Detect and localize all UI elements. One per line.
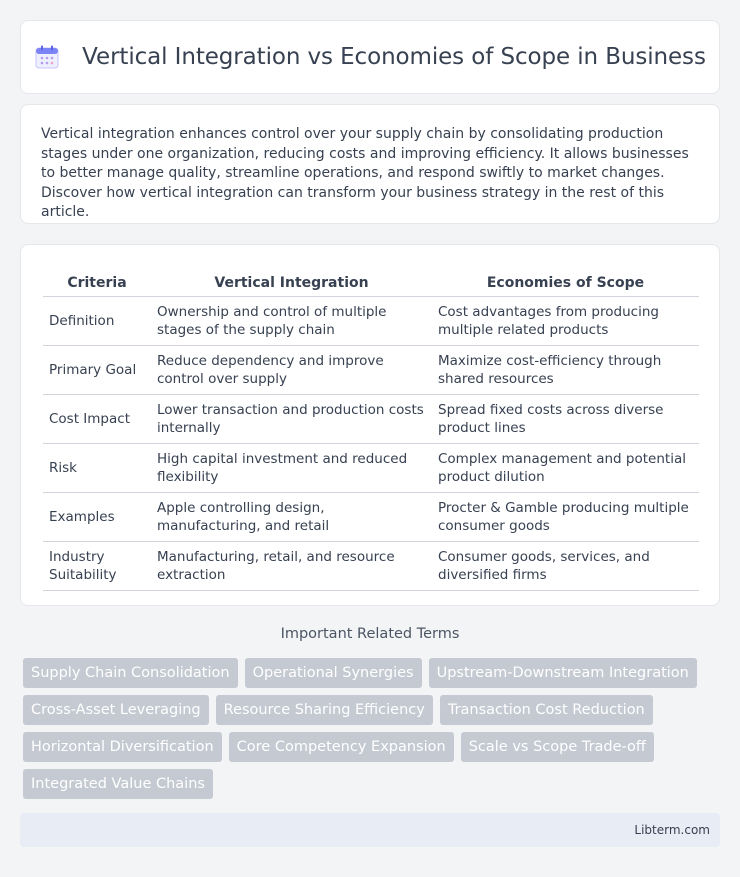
intro-card [20, 104, 720, 224]
row-vertical-integration: Reduce dependency and improve control over supply [151, 346, 432, 395]
table-row [43, 395, 699, 444]
row-criteria: Examples [43, 493, 151, 542]
related-terms-list [23, 658, 723, 799]
related-terms-title: Important Related Terms [280, 626, 460, 642]
related-term-tag[interactable]: Core Competency Expansion [229, 732, 454, 762]
row-economies-of-scope: Procter & Gamble producing multiple consumer goods [432, 493, 699, 542]
footer [20, 813, 720, 847]
row-criteria: Industry Suitability [43, 542, 151, 591]
related-term-tag[interactable]: Resource Sharing Efficiency [216, 695, 433, 725]
intro-paragraph: Vertical integration enhances control over your supply chain by consolidating production stages under one organization, reducing costs and improving efficiency. It allows businesses to better manage quality, streamline operations, and respond swiftly to market changes. Discover how vertical integration can transform your business strategy in the rest of this article. [41, 126, 689, 220]
header [34, 44, 706, 70]
related-term-tag[interactable]: Horizontal Diversification [23, 732, 222, 762]
comparison-card [20, 244, 720, 606]
related-term-tag[interactable]: Integrated Value Chains [23, 769, 213, 799]
related-term-tag[interactable]: Scale vs Scope Trade-off [461, 732, 654, 762]
row-economies-of-scope: Spread fixed costs across diverse product lines [432, 395, 699, 444]
row-criteria: Risk [43, 444, 151, 493]
header-economies-of-scope: Economies of Scope [432, 265, 699, 297]
row-economies-of-scope: Consumer goods, services, and diversified firms [432, 542, 699, 591]
table-row [43, 444, 699, 493]
footer-site-link[interactable]: Libterm.com [634, 823, 710, 837]
table-row [43, 542, 699, 591]
table-row [43, 346, 699, 395]
row-vertical-integration: Apple controlling design, manufacturing, and retail [151, 493, 432, 542]
table-row [43, 493, 699, 542]
row-economies-of-scope: Cost advantages from producing multiple related products [432, 297, 699, 346]
page-title: Vertical Integration vs Economies of Scope in Business [82, 44, 706, 70]
related-term-tag[interactable]: Supply Chain Consolidation [23, 658, 238, 688]
header-card [20, 20, 720, 94]
comparison-table [43, 265, 699, 591]
row-economies-of-scope: Complex management and potential product dilution [432, 444, 699, 493]
related-term-tag[interactable]: Upstream-Downstream Integration [429, 658, 697, 688]
row-vertical-integration: High capital investment and reduced flexibility [151, 444, 432, 493]
row-criteria: Cost Impact [43, 395, 151, 444]
related-term-tag[interactable]: Operational Synergies [245, 658, 422, 688]
related-term-tag[interactable]: Transaction Cost Reduction [440, 695, 653, 725]
row-vertical-integration: Manufacturing, retail, and resource extraction [151, 542, 432, 591]
related-term-tag[interactable]: Cross-Asset Leveraging [23, 695, 209, 725]
table-header-row [43, 265, 699, 297]
row-criteria: Definition [43, 297, 151, 346]
row-vertical-integration: Lower transaction and production costs internally [151, 395, 432, 444]
header-criteria: Criteria [43, 265, 151, 297]
row-economies-of-scope: Maximize cost-efficiency through shared resources [432, 346, 699, 395]
calendar-icon [34, 44, 60, 70]
row-criteria: Primary Goal [43, 346, 151, 395]
row-vertical-integration: Ownership and control of multiple stages of the supply chain [151, 297, 432, 346]
header-vertical-integration: Vertical Integration [151, 265, 432, 297]
table-row [43, 297, 699, 346]
